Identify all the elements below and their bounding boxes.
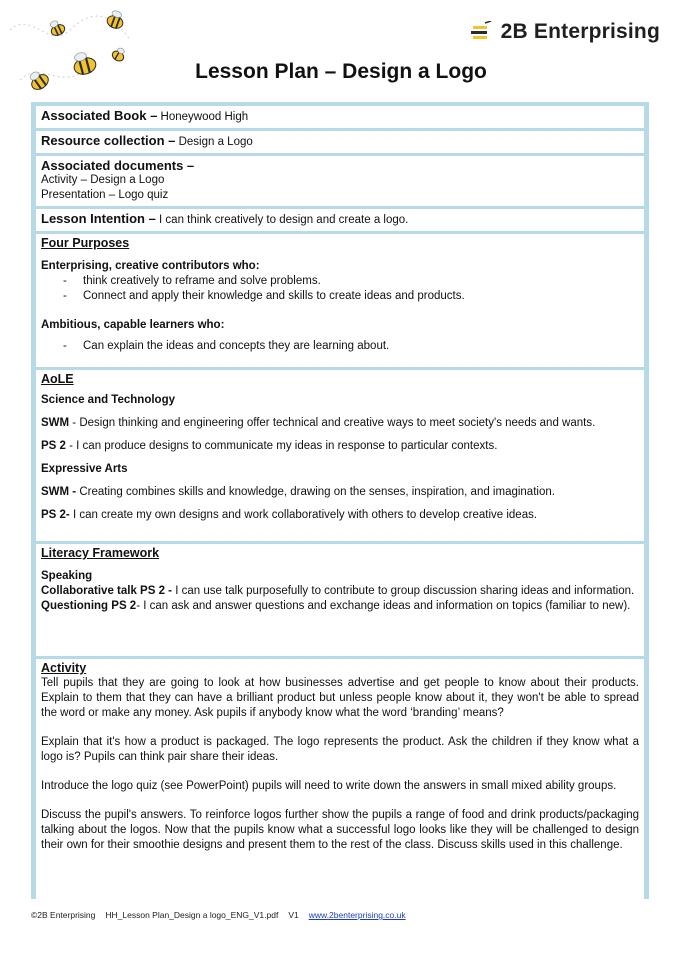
- four-purposes-row: Four Purposes Enterprising, creative contributors who: - think creatively to reframe and solve problems. - Connect and apply their knowledge and skills to create ideas and products. Ambitious, capable learners who: - Can explain the ideas and concepts they are learning about.: [36, 234, 644, 367]
- bees-illustration: [0, 0, 150, 110]
- document-item: Presentation – Logo quiz: [41, 189, 169, 201]
- page-title: Lesson Plan – Design a Logo: [195, 60, 487, 83]
- brand-name: 2B Enterprising: [500, 20, 660, 43]
- four-purposes-heading: Four Purposes: [41, 236, 130, 250]
- associated-documents-row: Associated documents – Activity – Design a Logo Presentation – Logo quiz: [36, 156, 644, 206]
- associated-book-row: Associated Book – Honeywood High: [36, 106, 644, 128]
- list-item: - Connect and apply their knowledge and skills to create ideas and products.: [63, 289, 639, 304]
- lesson-plan-table: [31, 102, 649, 899]
- activity-heading: Activity: [41, 661, 87, 675]
- footer-website-link[interactable]: www.2benterprising.co.uk: [308, 910, 406, 920]
- resource-collection-row: Resource collection – Design a Logo: [36, 131, 644, 153]
- bee-icon: [105, 9, 126, 30]
- brand-logo: [471, 20, 660, 44]
- activity-paragraph: Introduce the logo quiz (see PowerPoint) pupils will need to write down the answers in small mixed ability groups.: [41, 780, 617, 792]
- footer: [31, 910, 406, 920]
- footer-copyright: ©2B Enterprising: [31, 910, 96, 920]
- bee-stripes-icon: [471, 21, 495, 43]
- list-item: - Can explain the ideas and concepts they are learning about.: [63, 339, 639, 354]
- footer-filename: HH_Lesson Plan_Design a logo_ENG_V1.pdf: [105, 910, 279, 920]
- activity-paragraph: Tell pupils that they are going to look at how businesses advertise and get people to know about their products. Explain to them that they can have a brilliant product but unless people know about it, they won't be able to spread the word or make any money. Ask pupils if anybody know what the word ‘branding’ means?: [41, 677, 639, 719]
- aole-row: AoLE Science and Technology SWM - Design thinking and engineering offer technical and creative ways to meet society's needs and wants. PS 2 - I can produce designs to communicate my ideas in response to particular contexts. Expressive Arts SWM - Creating combines skills and knowledge, drawing on the senses, inspiration, and imagination. PS 2- I can create my own designs and work collaboratively with others to develop creative ideas.: [36, 370, 644, 541]
- activity-paragraph: Explain that it's how a product is packaged. The logo represents the product. Ask the children if they know what a logo is? Pupils can think pair share their ideas.: [41, 736, 639, 763]
- footer-version: V1: [288, 910, 299, 920]
- literacy-framework-row: Literacy Framework Speaking Collaborative talk PS 2 - I can use talk purposefully to contribute to group discussion sharing ideas and information. Questioning PS 2- I can ask and answer questions and exchange ideas and information on topics (familiar to new).: [36, 544, 644, 656]
- lesson-intention-row: Lesson Intention – I can think creatively to design and create a logo.: [36, 209, 644, 231]
- activity-paragraph: Discuss the pupil's answers. To reinforce logos further show the pupils a range of food and drink products/packaging talking about the logos. Now that the pupils know what a successful logo looks like they will be challenged to design their own for their smoothie designs and present them to the rest of the class. Discuss skills used in this challenge.: [41, 809, 639, 851]
- literacy-heading: Literacy Framework: [41, 546, 160, 560]
- bee-icon: [47, 18, 66, 38]
- document-item: Activity – Design a Logo: [41, 174, 165, 186]
- activity-row: [36, 659, 644, 902]
- list-item: - think creatively to reframe and solve problems.: [63, 274, 639, 289]
- aole-heading: AoLE: [41, 372, 74, 386]
